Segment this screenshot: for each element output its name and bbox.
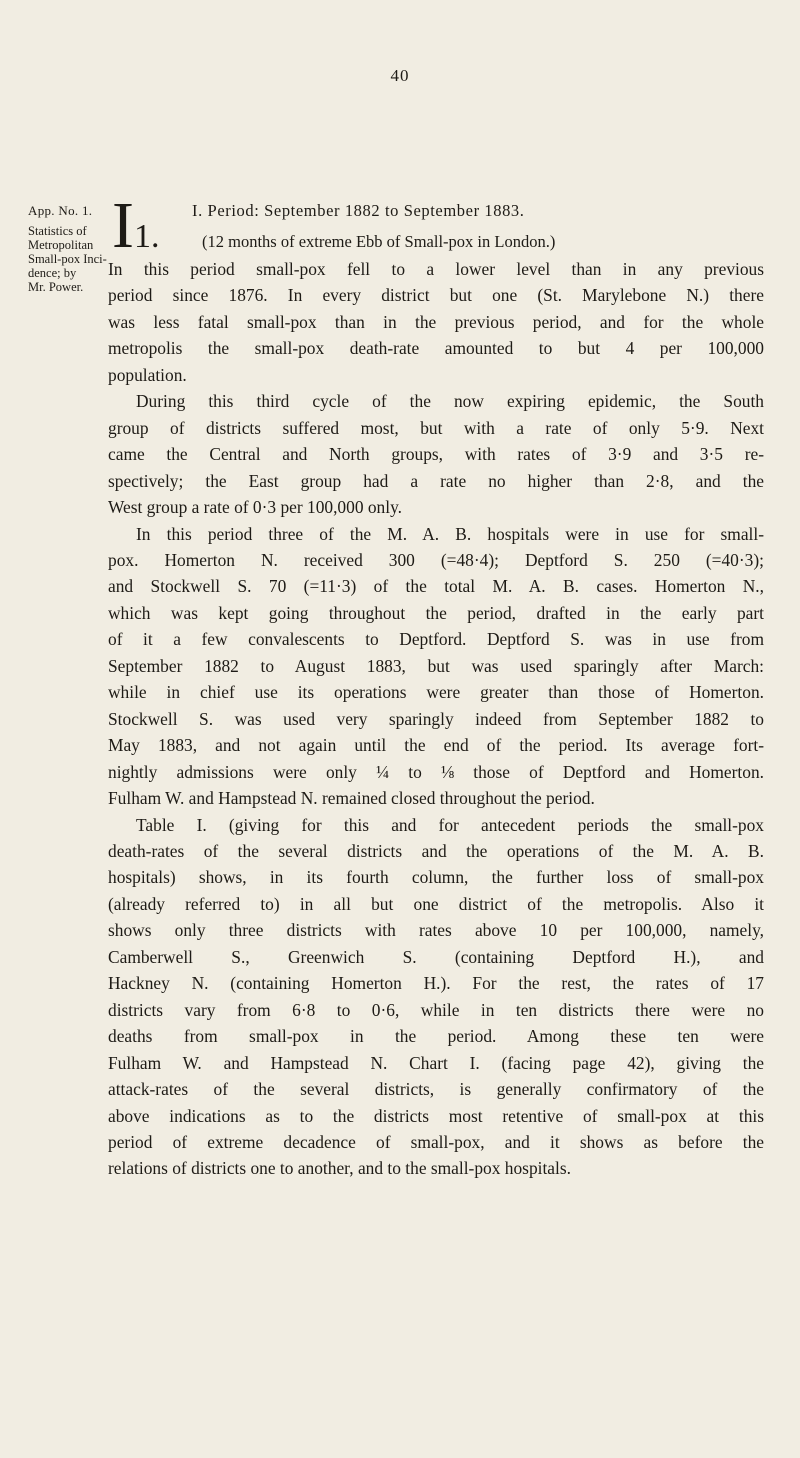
text-line: was less fatal small-pox than in the previous period, and for the whole [108, 311, 764, 332]
appendix-number: App. No. 1. [28, 203, 93, 218]
body-text [108, 256, 764, 1182]
text-line: group of districts suffered most, but with a rate of only 5·9. Next [108, 417, 764, 438]
text-line: relations of districts one to another, and to the small-pox hospitals. [108, 1158, 571, 1179]
period-subtitle: (12 months of extreme Ebb of Small-pox in London.) [202, 232, 556, 251]
section-heading [108, 189, 764, 262]
text-line: came the Central and North groups, with rates of 3·9 and 3·5 re- [108, 444, 764, 465]
main-text [108, 189, 764, 1182]
text-line: districts vary from 6·8 to 0·6, while in ten districts there were no [108, 999, 764, 1020]
margin-note-line: Mr. Power. [28, 280, 84, 294]
text-line: Camberwell S., Greenwich S. (containing Deptford H.), and [108, 946, 764, 967]
text-line: pox. Homerton N. received 300 (=48·4); Deptford S. 250 (=40·3); [108, 549, 764, 570]
text-line: attack-rates of the several districts, is generally confirmatory of the [108, 1079, 764, 1100]
text-line: During this third cycle of the now expiring epidemic, the South [136, 391, 764, 412]
text-line: Fulham W. and Hampstead N. Chart I. (facing page 42), giving the [108, 1052, 764, 1073]
text-line: which was kept going throughout the period, drafted in the early part [108, 602, 764, 623]
text-line: Fulham W. and Hampstead N. remained closed throughout the period. [108, 788, 595, 809]
text-line: period since 1876. In every district but one (St. Marylebone N.) there [108, 285, 764, 306]
text-line: Table I. (giving for this and for antecedent periods the small-pox [136, 814, 764, 835]
text-line: death-rates of the several districts and the operations of the M. A. B. [108, 840, 764, 861]
text-line: Hackney N. (containing Homerton H.). For the rest, the rates of 17 [108, 973, 764, 994]
page-number: 40 [390, 66, 410, 85]
margin-note-line: Small-pox Inci- [28, 252, 107, 266]
paragraph [108, 388, 764, 520]
paragraph [108, 521, 764, 812]
text-line: deaths from small-pox in the period. Among these ten were [108, 1026, 764, 1047]
text-line: (already referred to) in all but one district of the metropolis. Also it [108, 893, 764, 914]
text-line: hospitals) shows, in its fourth column, the further loss of small-pox [108, 867, 764, 888]
text-line: of it a few convalescents to Deptford. Deptford S. was in use from [108, 629, 764, 650]
text-line: and Stockwell S. 70 (=11·3) of the total M. A. B. cases. Homerton N., [108, 576, 764, 597]
text-line: above indications as to the districts most retentive of small-pox at this [108, 1105, 764, 1126]
text-line: May 1883, and not again until the end of the period. Its average fort- [108, 735, 764, 756]
text-line: population. [108, 364, 187, 385]
drop-cap: I1. [112, 189, 160, 262]
text-line: nightly admissions were only ¼ to ⅛ those of Deptford and Homerton. [108, 761, 764, 782]
paragraph [108, 812, 764, 1182]
period-title: I. Period: September 1882 to September 1883. [192, 201, 525, 220]
margin-note [28, 203, 107, 294]
text-line: metropolis the small-pox death-rate amounted to but 4 per 100,000 [108, 338, 764, 359]
text-line: spectively; the East group had a rate no higher than 2·8, and the [108, 470, 764, 491]
text-line: while in chief use its operations were greater than those of Homerton. [108, 682, 764, 703]
text-line: September 1882 to August 1883, but was used sparingly after March: [108, 655, 764, 676]
margin-note-line: Statistics of [28, 224, 87, 238]
text-line: Stockwell S. was used very sparingly indeed from September 1882 to [108, 708, 764, 729]
text-line: period of extreme decadence of small-pox, and it shows as before the [108, 1131, 764, 1152]
text-line: In this period small-pox fell to a lower level than in any previous [108, 259, 764, 279]
text-line: shows only three districts with rates above 10 per 100,000, namely, [108, 920, 764, 941]
margin-note-line: Metropolitan [28, 238, 94, 252]
paragraph [108, 256, 764, 388]
margin-note-line: dence; by [28, 266, 77, 280]
text-line: In this period three of the M. A. B. hospitals were in use for small- [136, 523, 764, 544]
text-line: West group a rate of 0·3 per 100,000 only. [108, 497, 403, 518]
